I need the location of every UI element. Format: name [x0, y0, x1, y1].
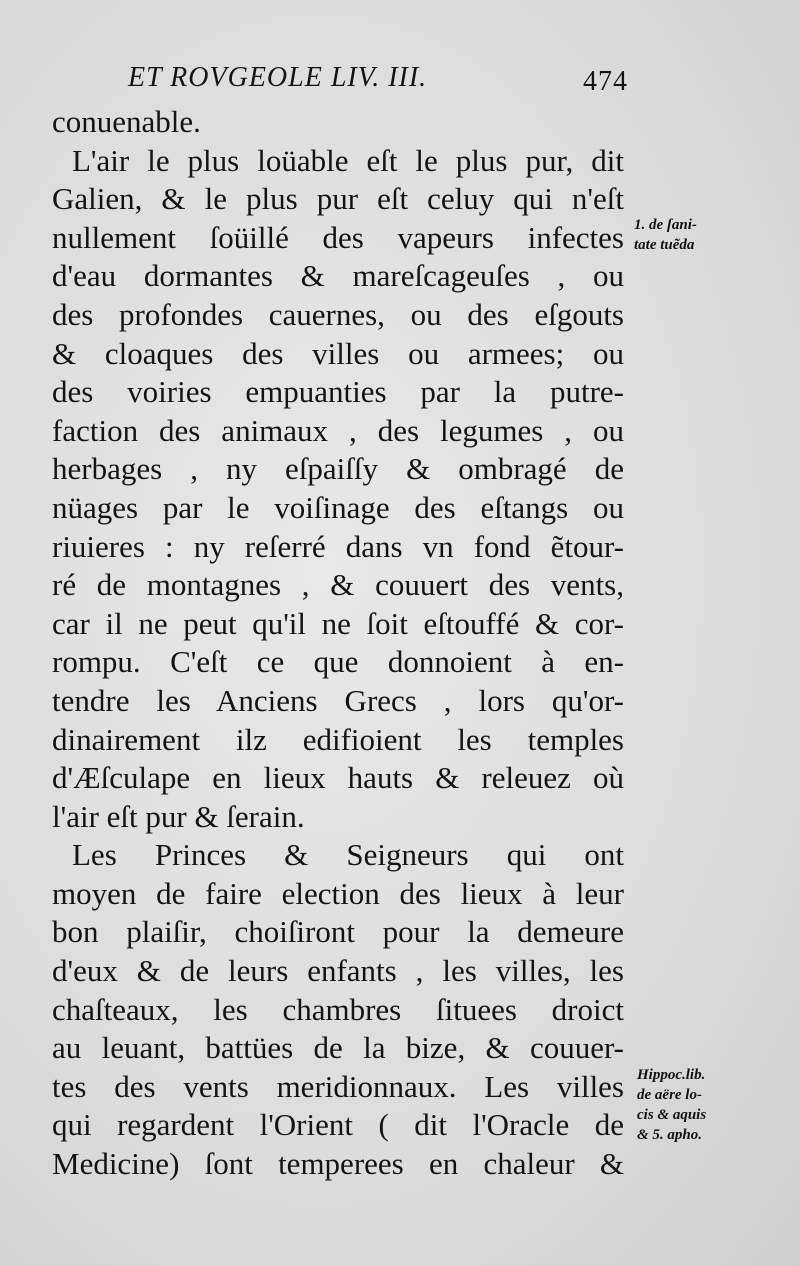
running-header [128, 62, 628, 97]
text-line: rompu. C'eſt ce que donnoient à en- [52, 644, 624, 680]
text-line: chaſteaux, les chambres ſituees droict [52, 991, 624, 1027]
running-title: ET ROVGEOLE LIV. III. [128, 62, 428, 93]
text-line: faction des animaux , des legumes , ou [52, 412, 624, 448]
margin-note-line: de aëre lo- [637, 1087, 702, 1103]
page-number: 474 [583, 66, 628, 97]
margin-note-line: Hippoc.lib. [637, 1067, 706, 1083]
margin-note-line: tate tuẽda [634, 237, 695, 253]
text-line: nüages par le voiſinage des eſtangs ou [52, 489, 624, 525]
text-line: tes des vents meridionnaux. Les villes [52, 1068, 624, 1104]
text-line: au leuant, battües de la bize, & couuer- [52, 1030, 624, 1066]
text-line: Les Princes & Seigneurs qui ont [72, 837, 624, 873]
margin-note-hippocrates [637, 1065, 767, 1145]
text-line: tendre les Anciens Grecs , lors qu'or- [52, 682, 624, 718]
text-line: nullement ſoüillé des vapeurs infectes [52, 219, 624, 255]
text-line: Medicine) ſont temperees en chaleur & [52, 1146, 624, 1182]
body-text [52, 103, 624, 1184]
text-line: L'air le plus loüable eſt le plus pur, dit [72, 142, 624, 178]
text-line: dinairement ilz edifioient les temples [52, 721, 624, 757]
text-line: car il ne peut qu'il ne ſoit eſtouffé & cor- [52, 605, 624, 641]
margin-note-line: & 5. apho. [637, 1127, 703, 1143]
text-line: conuenable. [52, 104, 201, 139]
text-line: d'eux & de leurs enfants , les villes, les [52, 953, 624, 989]
text-line: l'air eſt pur & ſerain. [52, 798, 305, 834]
text-line: des voiries empuanties par la putre- [52, 374, 624, 410]
text-line: herbages , ny eſpaiſſy & ombragé de [52, 451, 624, 487]
text-line: des profondes cauernes, ou des eſgouts [52, 296, 624, 332]
text-line: moyen de faire election des lieux à leur [52, 875, 624, 911]
text-line: d'eau dormantes & mareſcageuſes , ou [52, 258, 624, 294]
margin-note-line: cis & aquis [637, 1107, 707, 1123]
margin-note-line: 1. de ſani- [634, 217, 697, 233]
text-line: Galien, & le plus pur eſt celuy qui n'eſt [52, 181, 624, 217]
text-line: ré de montagnes , & couuert des vents, [52, 567, 624, 603]
text-line: qui regardent l'Orient ( dit l'Oracle de [52, 1107, 624, 1143]
text-line: riuieres : ny reſerré dans vn fond ẽtour- [52, 528, 624, 564]
text-line: bon plaiſir, choiſiront pour la demeure [52, 914, 624, 950]
text-line: & cloaques des villes ou armees; ou [52, 335, 624, 371]
margin-note-galien [634, 215, 754, 255]
text-line: d'Æſculape en lieux hauts & releuez où [52, 760, 624, 796]
